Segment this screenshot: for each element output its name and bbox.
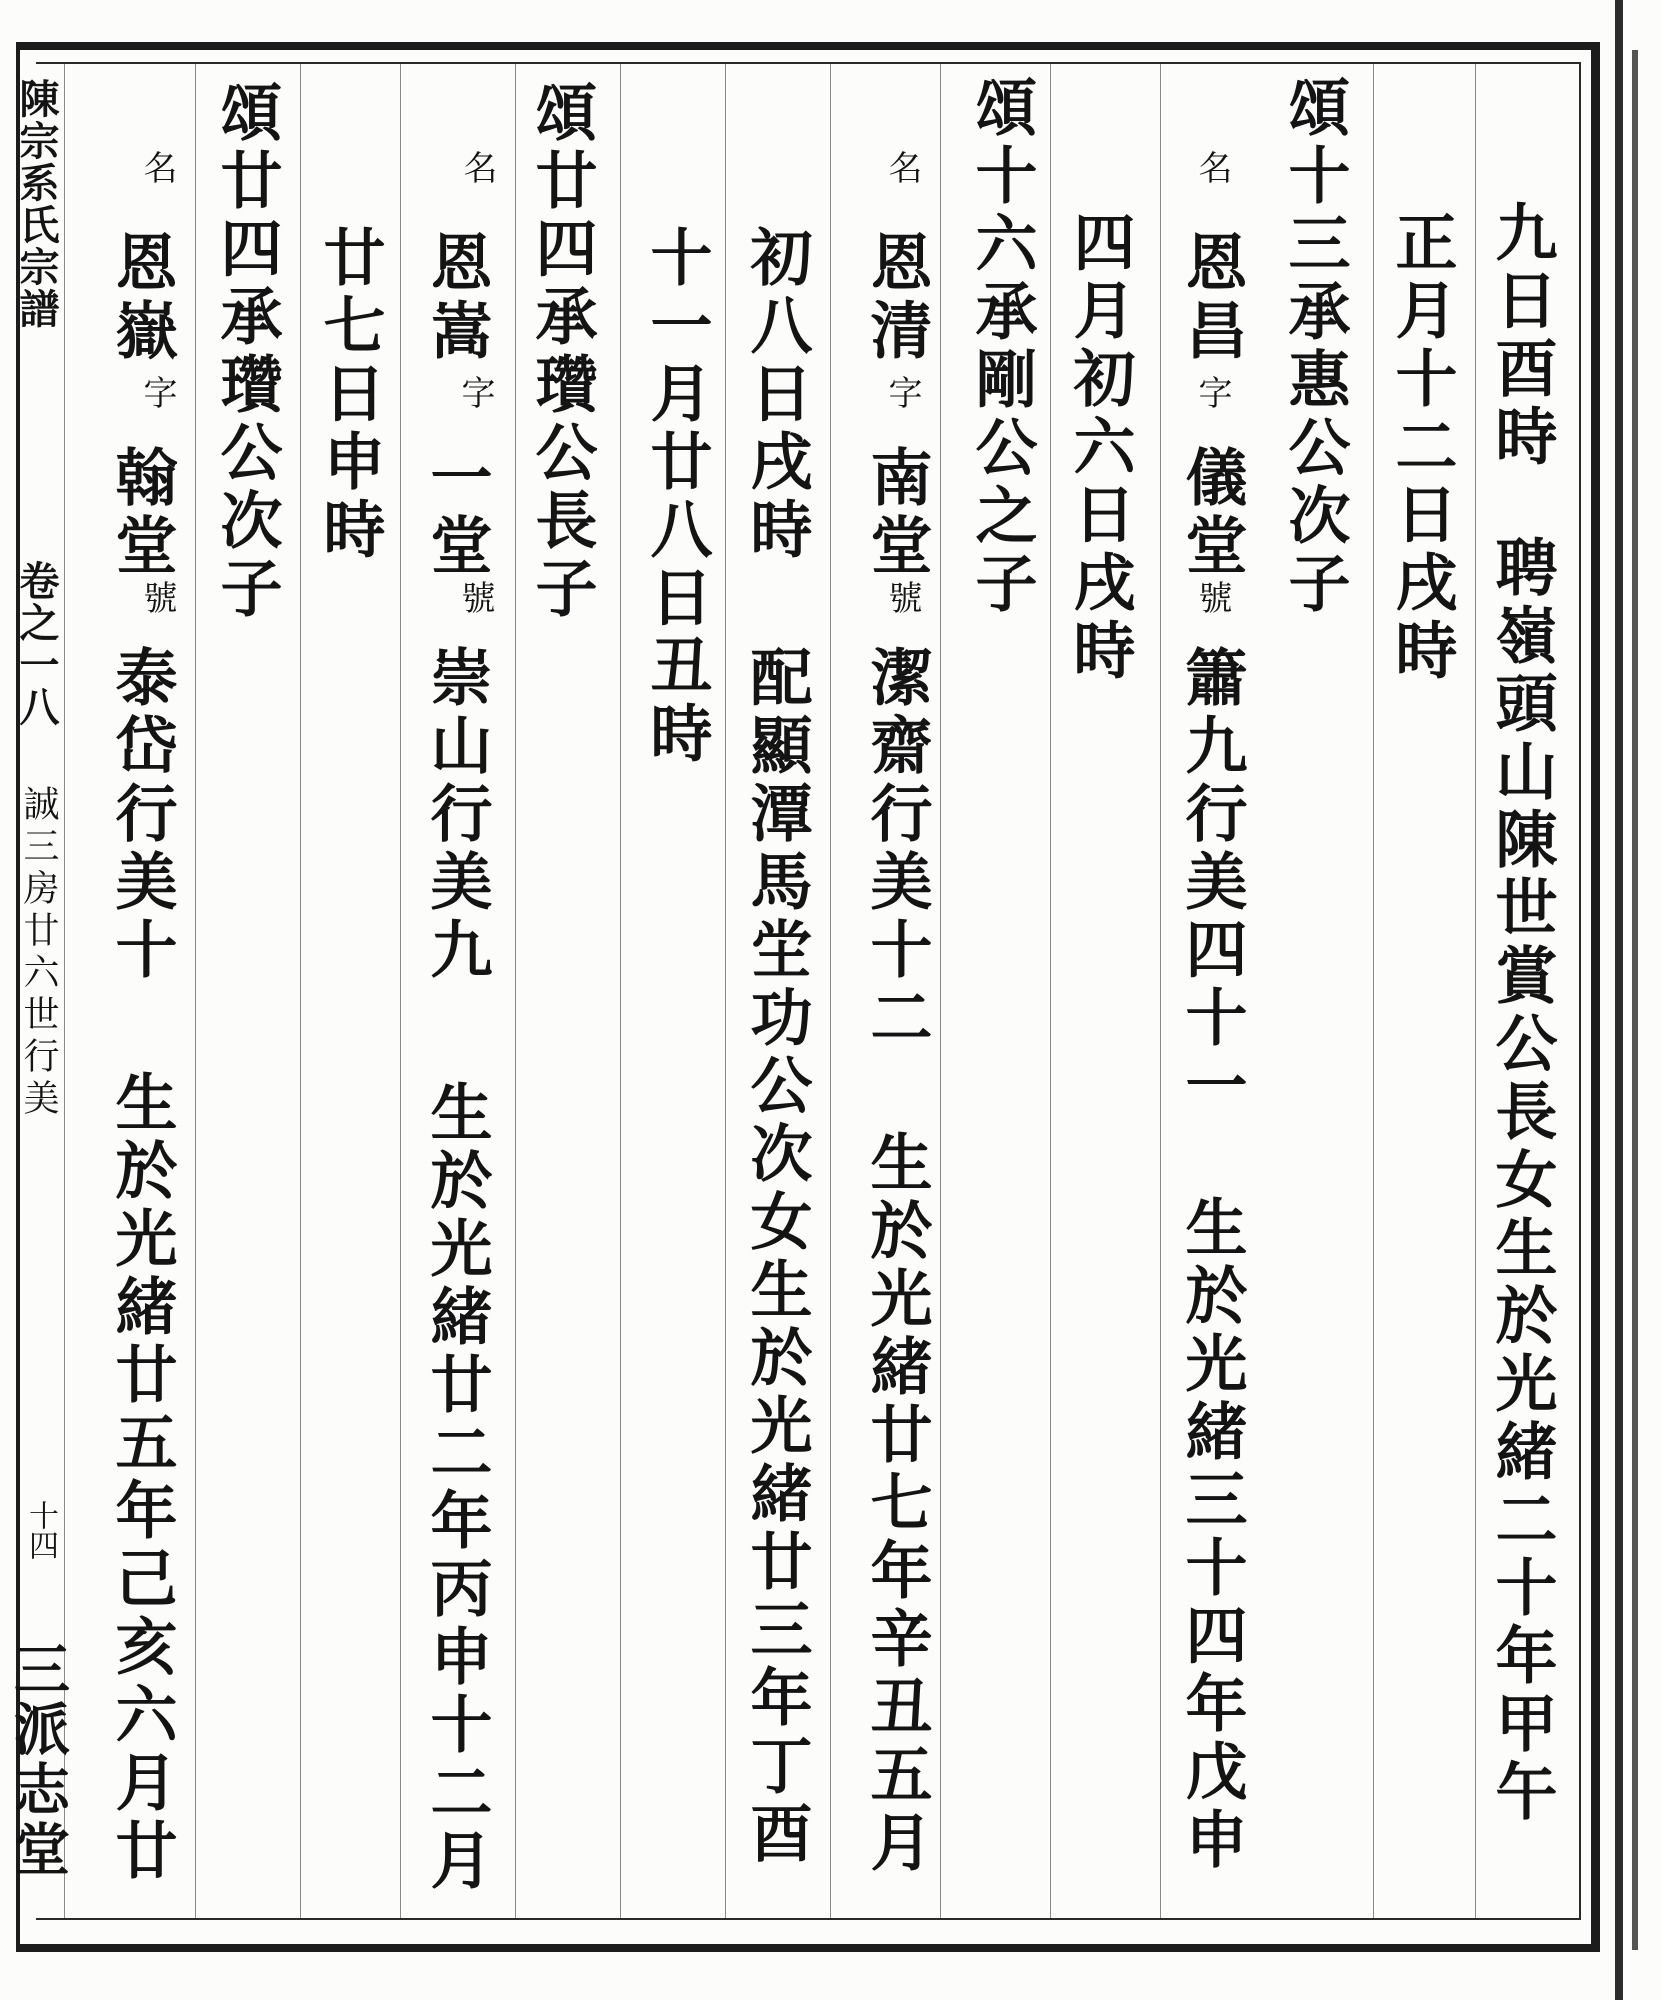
margin-page-number: 十四 bbox=[23, 1500, 58, 1560]
text-column: 廿七日申時 bbox=[313, 225, 386, 565]
column-rule bbox=[195, 64, 196, 1918]
text-column: 名 bbox=[1192, 150, 1232, 184]
text-column: 十一月廿八日丑時 bbox=[640, 225, 713, 769]
text-column: 生於光緒廿七年辛丑五月 bbox=[860, 1130, 933, 1878]
column-rule bbox=[1160, 64, 1161, 1918]
text-column: 恩嵩 bbox=[420, 230, 493, 366]
text-column: 儀堂 bbox=[1175, 445, 1248, 581]
text-column: 配顯潭馬坣功公次女生於光緒廿三年丁酉 bbox=[740, 645, 813, 1869]
heading-column: 頌廿四承瓚公長子 bbox=[525, 80, 598, 624]
column-rule bbox=[400, 64, 401, 1918]
text-column: 恩嶽 bbox=[105, 230, 178, 366]
text-column: 四月初六日戌時 bbox=[1063, 210, 1136, 686]
text-column: 生於光緒三十四年戊申 bbox=[1175, 1195, 1248, 1875]
margin-branch-text: 誠三房廿六世行美 bbox=[18, 785, 59, 1121]
column-rule bbox=[940, 64, 941, 1918]
text-column: 號 bbox=[1192, 580, 1232, 614]
text-column: 聘嶺頭山陳世賞公長女生於光緒二十年甲午 bbox=[1485, 535, 1558, 1827]
column-rule bbox=[1475, 64, 1476, 1918]
text-column: 恩清 bbox=[860, 230, 933, 366]
text-column: 字 bbox=[455, 375, 495, 409]
column-rule bbox=[620, 64, 621, 1918]
text-column: 南堂 bbox=[860, 445, 933, 581]
text-column: 正月十二日戌時 bbox=[1385, 210, 1458, 686]
column-rule bbox=[1050, 64, 1051, 1918]
text-column: 名 bbox=[457, 150, 497, 184]
text-column: 翰堂 bbox=[105, 445, 178, 581]
page-edge bbox=[1615, 0, 1623, 2000]
text-column: 一堂 bbox=[420, 445, 493, 581]
text-column: 初八日戌時 bbox=[740, 225, 813, 565]
column-rule bbox=[1373, 64, 1374, 1918]
heading-column: 頌廿四承瓚公次子 bbox=[210, 80, 283, 624]
page-edge-shadow bbox=[1632, 50, 1638, 1950]
column-rule bbox=[830, 64, 831, 1918]
text-column: 號 bbox=[137, 580, 177, 614]
margin-book-title: 陳宗系氏宗譜 bbox=[13, 78, 60, 330]
text-column: 號 bbox=[882, 580, 922, 614]
text-column: 泰岱行美十 bbox=[105, 645, 178, 985]
column-rule bbox=[515, 64, 516, 1918]
heading-column: 頌十三承惠公次子 bbox=[1278, 75, 1351, 619]
margin-volume: 卷之一八 bbox=[13, 560, 60, 728]
text-column: 生於光緒廿五年己亥六月廿 bbox=[105, 1070, 178, 1886]
text-column: 名 bbox=[882, 150, 922, 184]
text-column: 名 bbox=[137, 150, 177, 184]
text-column: 簫九行美四十一 bbox=[1175, 645, 1248, 1121]
text-column: 潔齋行美十二 bbox=[860, 645, 933, 1053]
heading-column: 頌十六承剛公之子 bbox=[965, 75, 1038, 619]
text-column: 崇山行美九 bbox=[420, 645, 493, 985]
text-column: 生於光緒廿二年丙申十二月 bbox=[420, 1080, 493, 1896]
text-column: 字 bbox=[137, 375, 177, 409]
margin-hall-name: 三派志堂 bbox=[5, 1640, 71, 1880]
column-rule bbox=[725, 64, 726, 1918]
text-column: 號 bbox=[455, 580, 495, 614]
text-column: 字 bbox=[882, 375, 922, 409]
text-column: 九日酉時 bbox=[1485, 200, 1558, 472]
column-rule bbox=[300, 64, 301, 1918]
text-column: 恩昌 bbox=[1175, 230, 1248, 366]
text-column: 字 bbox=[1192, 375, 1232, 409]
